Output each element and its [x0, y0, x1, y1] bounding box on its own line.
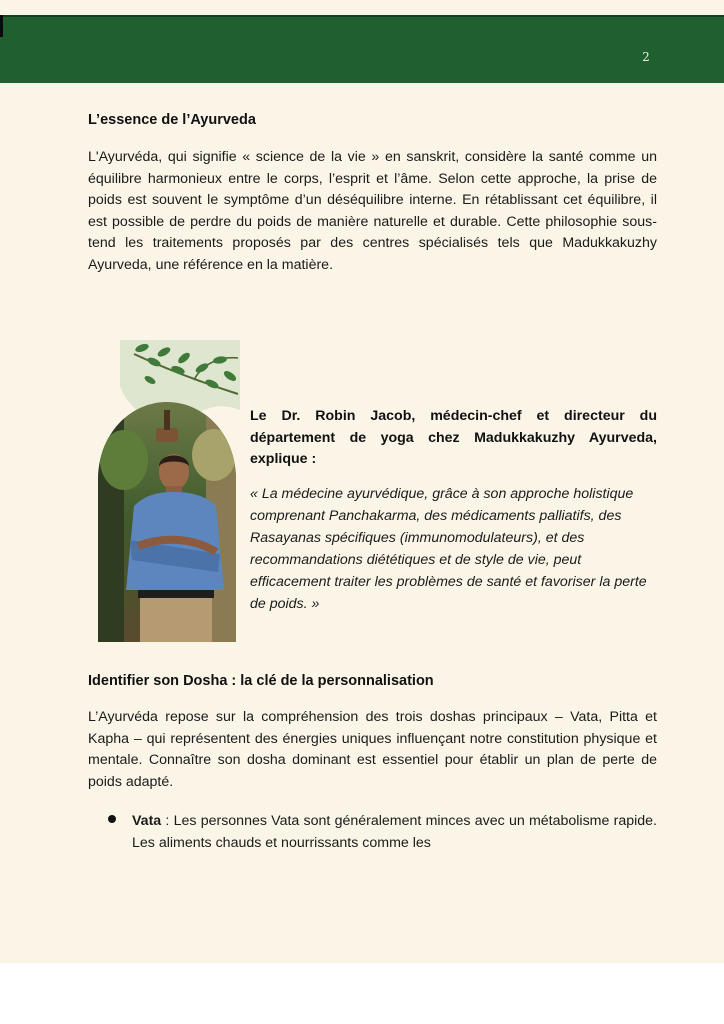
doctor-portrait-with-leaves-icon — [94, 340, 240, 644]
quote-text: « La médecine ayurvédique, grâce à son approche holistique comprenant Panchakarma, des médicaments palliatifs, des Rasayanas spécifiques (immunomodulateurs), et des recommandations diététiques et de style de vie, peut efficacement traiter les problèmes de santé et favoriser la perte de poids. » — [250, 485, 647, 612]
bullet-description: : Les personnes Vata sont généralement minces avec un métabolisme rapide. Les aliments chauds et nourrissants comme les — [132, 813, 657, 851]
header-corner-mark — [0, 15, 3, 37]
section-paragraph-essence: L'Ayurvéda, qui signifie « science de la vie » en sanskrit, considère la santé comme un équilibre harmonieux entre le corps, l’esprit et l’âme. Selon cette approche, la prise de poids est souvent le symptôme d’un déséquilibre interne. En rétablissant cet équilibre, il est possible de perdre du poids de manière naturelle et durable. Cette philosophie sous-tend les traitements proposés par des centres spécialisés tels que Madukkakuzhy Ayurveda, une référence en la matière. — [88, 149, 657, 273]
bullet-icon — [108, 815, 116, 823]
interview-quote-block — [250, 406, 657, 615]
quote-author: Le Dr. Robin Jacob, médecin-chef et directeur du département de yoga chez Madukkakuzhy Ayurveda, explique : — [250, 408, 657, 467]
list-item — [108, 811, 657, 854]
doctor-portrait-illustration — [94, 340, 240, 644]
bullet-text — [132, 811, 657, 854]
header-band — [0, 15, 724, 83]
page-number: 2 — [642, 50, 650, 64]
section-paragraph-dosha: L’Ayurvéda repose sur la compréhension des trois doshas principaux – Vata, Pitta et Kapha – qui représentent des énergies uniques influençant notre constitution physique et mentale. Connaître son dosha dominant est essentiel pour établir un plan de perte de poids adapté. — [88, 709, 657, 790]
section-title-essence: L’essence de l’Ayurveda — [88, 112, 256, 128]
section-title-dosha: Identifier son Dosha : la clé de la personnalisation — [88, 673, 434, 689]
header-rule — [0, 15, 724, 17]
bullet-term: Vata — [132, 813, 162, 829]
